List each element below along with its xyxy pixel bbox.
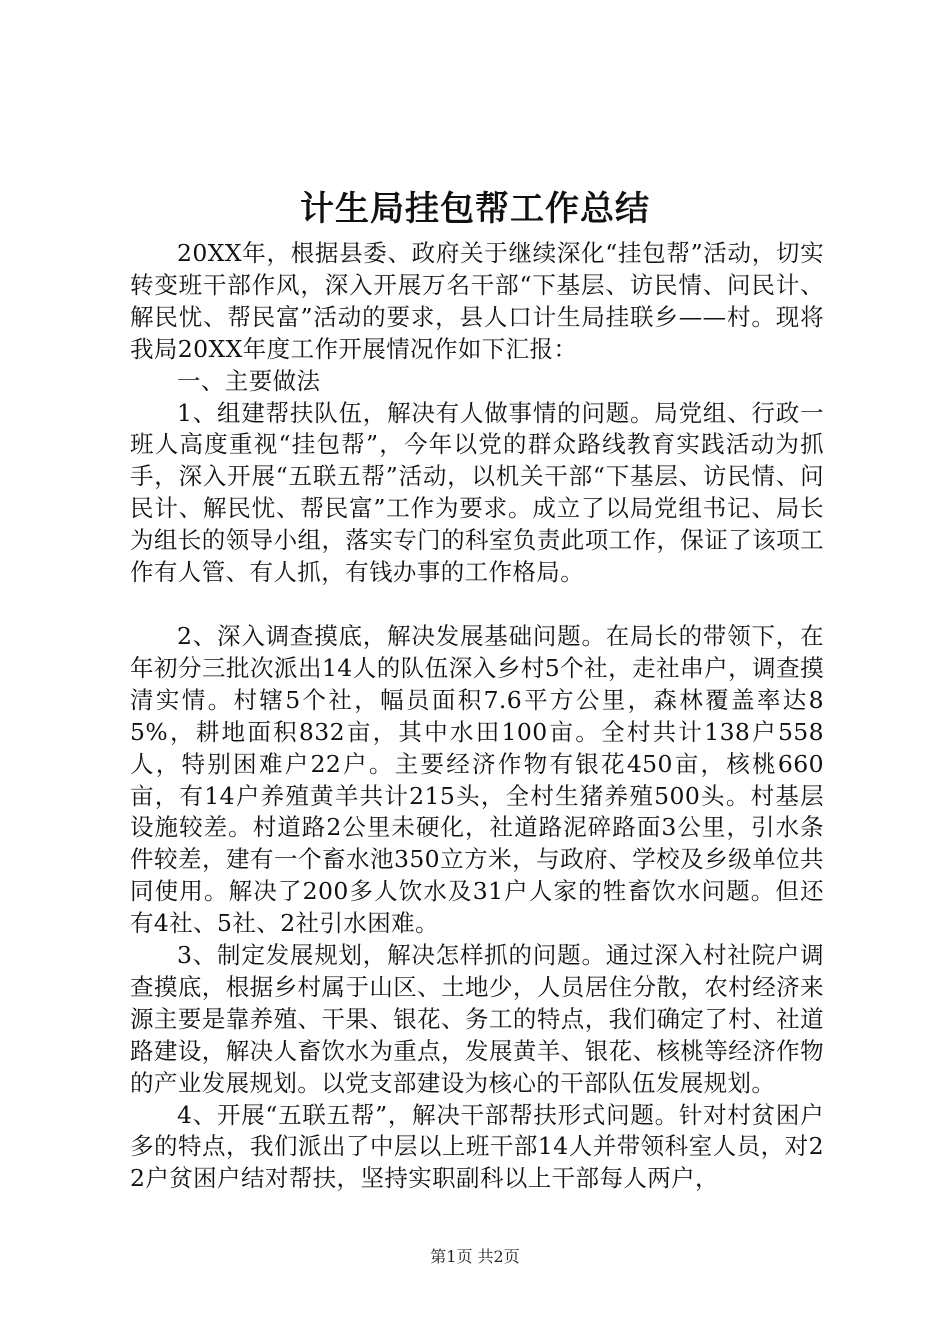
document-title: 计生局挂包帮工作总结	[300, 189, 650, 229]
intro-paragraph: 20XX年，根据县委、政府关于继续深化“挂包帮”活动，切实转变班干部作风，深入开展万名干部“下基层、访民情、问民计、解民忧、帮民富”活动的要求，县人口计生局挂联乡——村。现将我局20XX年度工作开展情况作如下汇报：	[130, 239, 824, 363]
paragraph-4: 4、开展“五联五帮”，解决干部帮扶形式问题。针对村贫困户多的特点，我们派出了中层以上班干部14人并带领科室人员，对22户贫困户结对帮扶，坚持实职副科以上干部每人两户，	[130, 1100, 824, 1193]
document-body	[130, 238, 824, 1195]
paragraph-1: 1、组建帮扶队伍，解决有人做事情的问题。局党组、行政一班人高度重视“挂包帮”，今年以党的群众路线教育实践活动为抓手，深入开展“五联五帮”活动，以机关干部“下基层、访民情、问民计、解民忧、帮民富”工作为要求。成立了以局党组书记、局长为组长的领导小组，落实专门的科室负责此项工作，保证了该项工作有人管、有人抓，有钱办事的工作格局。	[130, 398, 824, 587]
page-footer: 第1页 共2页	[430, 1247, 520, 1266]
section-heading: 一、主要做法	[177, 366, 321, 395]
paragraph-2: 2、深入调查摸底，解决发展基础问题。在局长的带领下，在年初分三批次派出14人的队伍深入乡村5个社，走社串户，调查摸清实情。村辖5个社，幅员面积7.6平方公里，森林覆盖率达85%，耕地面积832亩，其中水田100亩。全村共计138户558人，特别困难户22户。主要经济作物有银花450亩，核桃660亩，有14户养殖黄羊共计215头，全村生猪养殖500头。村基层设施较差。村道路2公里未硬化，社道路泥碎路面3公里，引水条件较差，建有一个畜水池350立方米，与政府、学校及乡级单位共同使用。解决了200多人饮水及31户人家的牲畜饮水问题。但还有4社、5社、2社引水困难。	[130, 621, 824, 938]
paragraph-3: 3、制定发展规划，解决怎样抓的问题。通过深入村社院户调查摸底，根据乡村属于山区、土地少，人员居住分散，农村经济来源主要是靠养殖、干果、银花、务工的特点，我们确定了村、社道路建设，解决人畜饮水为重点，发展黄羊、银花、核桃等经济作物的产业发展规划。以党支部建设为核心的干部队伍发展规划。	[130, 941, 824, 1097]
